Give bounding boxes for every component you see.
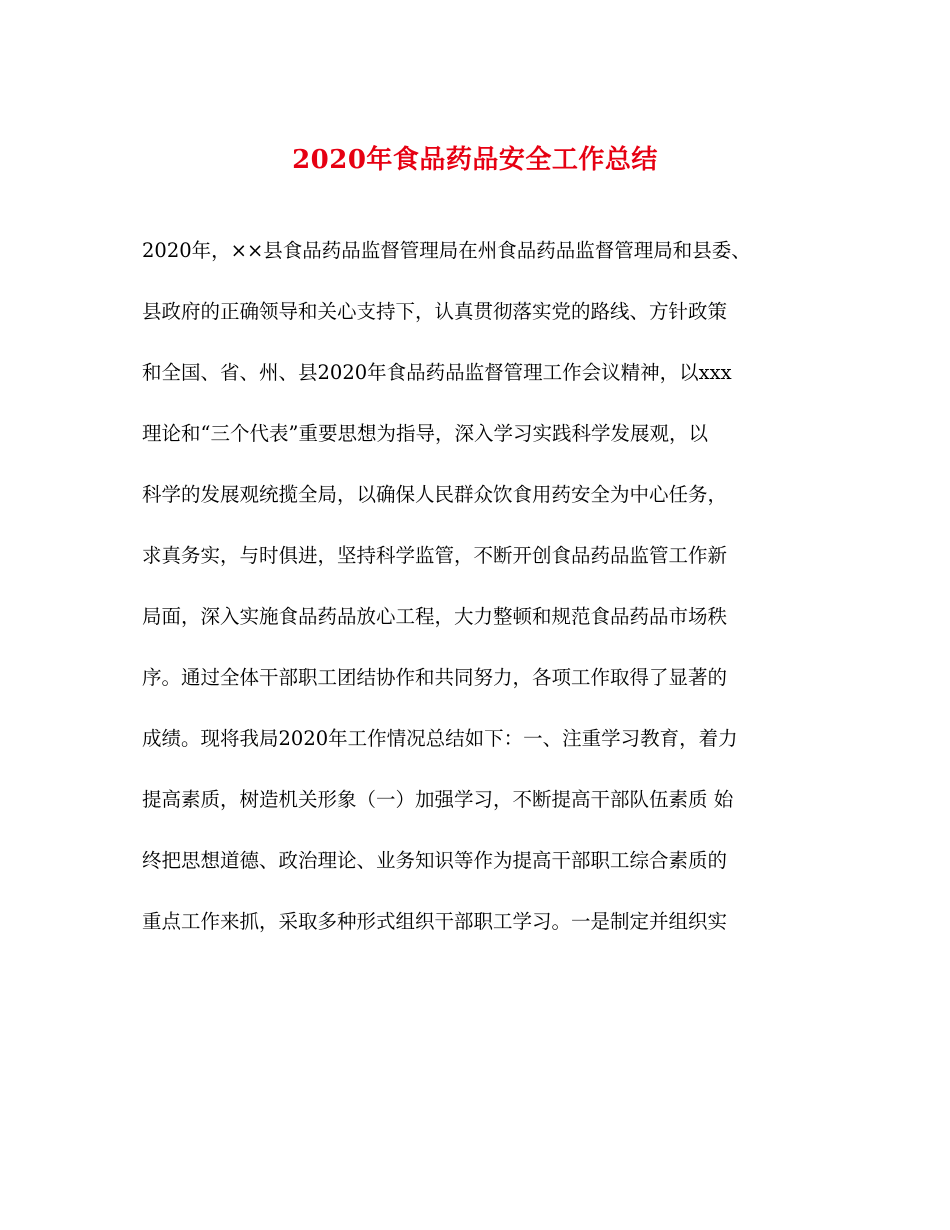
body-text-line: 终把思想道德、政治理论、业务知识等作为提高干部职工综合素质的 [142, 849, 728, 872]
document-body [142, 220, 822, 952]
document-title: 2020年食品药品安全工作总结 [292, 145, 658, 175]
body-text-line: 2020年，××县食品药品监督管理局在州食品药品监督管理局和县委、 [142, 239, 751, 262]
body-text-line: 和全国、省、州、县2020年食品药品监督管理工作会议精神，以xxx [142, 361, 732, 384]
body-text-line: 县政府的正确领导和关心支持下，认真贯彻落实党的路线、方针政策 [142, 300, 728, 323]
body-text-line: 理论和“三个代表”重要思想为指导，深入学习实践科学发展观，以 [142, 422, 708, 445]
body-text-line: 序。通过全体干部职工团结协作和共同努力，各项工作取得了显著的 [142, 666, 728, 689]
body-text-line: 重点工作来抓，采取多种形式组织干部职工学习。一是制定并组织实 [142, 910, 728, 933]
body-text-line: 求真务实，与时俱进，坚持科学监管，不断开创食品药品监管工作新 [142, 544, 728, 567]
body-text-line: 成绩。现将我局2020年工作情况总结如下：一、注重学习教育，着力 [142, 727, 738, 750]
body-text-line: 局面，深入实施食品药品放心工程，大力整顿和规范食品药品市场秩 [142, 605, 728, 628]
body-text-line: 提高素质，树造机关形象（一）加强学习，不断提高干部队伍素质 始 [142, 788, 734, 811]
body-text-line: 科学的发展观统揽全局，以确保人民群众饮食用药安全为中心任务， [142, 483, 728, 506]
